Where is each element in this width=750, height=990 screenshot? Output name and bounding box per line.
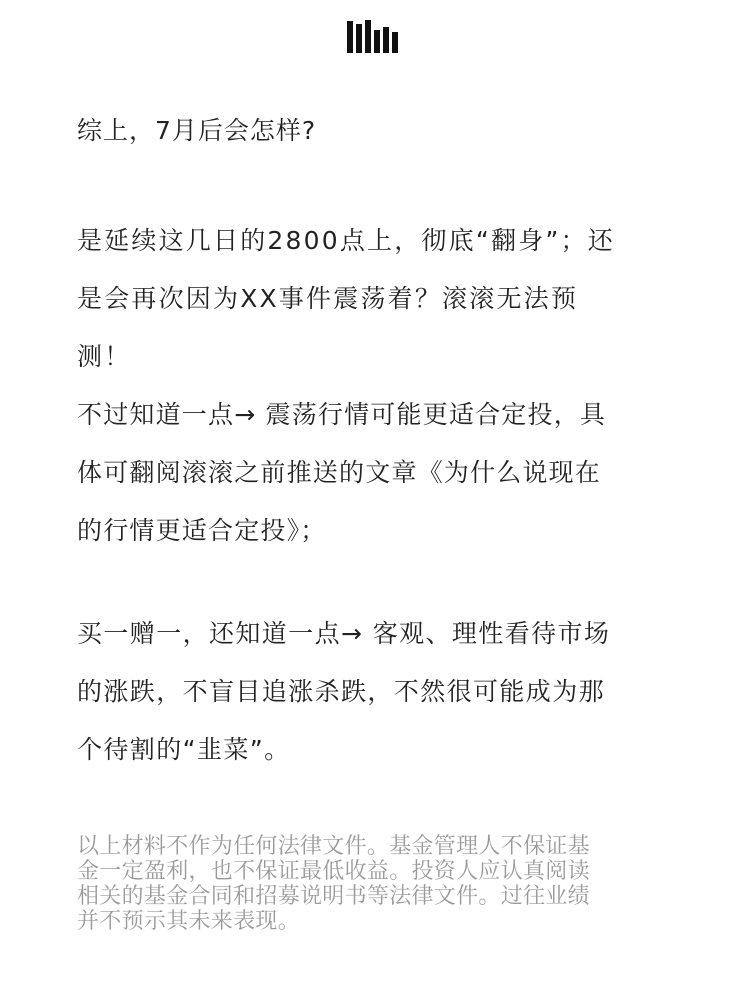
article-paragraph-summary-question: 综上，7月后会怎样? (77, 116, 317, 145)
article-paragraph-market-outlook: 是延续这几日的2800点上，彻底“翻身”；还 是会再次因为XX事件震荡着？滚滚无法预 测！ (77, 226, 615, 371)
article-paragraph-fixed-investment: 不过知道一点→ 震荡行情可能更适合定投，具 体可翻阅滚滚之前推送的文章《为什么说现在 的行情更适合定投》； (77, 400, 607, 545)
article-paragraph-rational-view: 买一赠一，还知道一点→ 客观、理性看待市场 的涨跌，不盲目追涨杀跌，不然很可能成为那 个待割的“韭菜”。 (77, 619, 611, 764)
legal-disclaimer: 以上材料不作为任何法律文件。基金管理人不保证基 金一定盈利，也不保证最低收益。投资人应认真阅读 相关的基金合同和招募说明书等法律文件。过往业绩 并不预示其未来表现。 (77, 834, 590, 934)
bar-logo-icon (347, 20, 404, 53)
